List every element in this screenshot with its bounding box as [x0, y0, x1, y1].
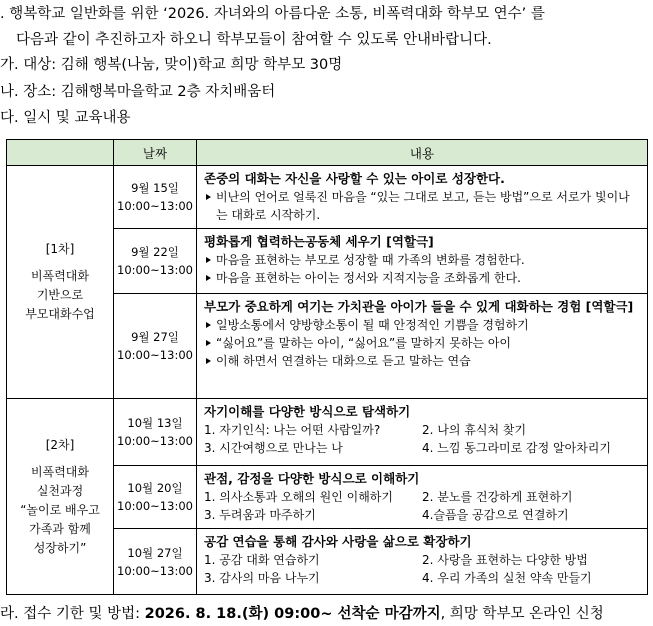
content-bullet: 비난의 언어로 얼룩진 마음을 “있는 그대로 보고, 듣는 방법”으로 서로가 빛이나는 대화로 시작하기. [204, 188, 639, 224]
items-row [204, 506, 639, 524]
date-text: 10월 27일 [127, 545, 183, 560]
time-text: 10:00~13:00 [117, 499, 193, 513]
content-item: 2. 분노를 건강하게 표현하기 [422, 490, 573, 504]
item-da: 다. 일시 및 교육내용 [0, 110, 131, 126]
item-ra [0, 602, 604, 623]
table-row [7, 166, 648, 229]
content-bullet: 마음을 표현하는 아이는 정서와 지적지능을 조화롭게 한다. [204, 269, 639, 287]
content-bullet: 일방소통에서 양방향소통이 될 때 안정적인 기쁨을 경험하기 [204, 316, 639, 334]
content-item: 2. 사랑을 표현하는 다양한 방법 [422, 553, 588, 567]
content-item: 4.슬픔을 공감으로 연결하기 [422, 508, 569, 522]
intro-line-1-text: . 행복학교 일반화를 위한 ‘2026. 자녀와의 아름다운 소통, 비폭력대화 학부모 연수’ 를 [0, 6, 545, 22]
content-cell [197, 166, 648, 229]
content-item: 2. 나의 휴식처 찾기 [422, 423, 527, 437]
time-text: 10:00~13:00 [117, 263, 193, 277]
content-title: 자기이해를 다양한 방식으로 탐색하기 [204, 404, 411, 419]
date-cell [114, 399, 197, 466]
content-cell [197, 529, 648, 595]
group2-cat-line: 가족과 함께 [29, 521, 91, 536]
content-item: 4. 우리 가족의 실천 약속 만들기 [422, 571, 592, 585]
items-row [204, 569, 639, 587]
date-cell [114, 166, 197, 229]
content-item: 3. 감사의 마음 나누기 [204, 571, 320, 585]
group2-cat-line: “놀이로 배우고 [20, 502, 100, 517]
group2-cat-line: 성장하기” [33, 540, 87, 555]
items-row [204, 421, 639, 439]
content-title: 존중의 대화는 자신을 사랑할 수 있는 아이로 성장한다. [204, 171, 505, 186]
content-title: 부모가 중요하게 여기는 가치관을 아이가 들을 수 있게 대화하는 경험 [역할극] [204, 299, 634, 314]
content-title: 공감 연습을 통해 감사와 사랑을 삶으로 확장하기 [204, 534, 472, 549]
content-bullet: “싫어요”를 말하는 아이, “싫어요”를 말하지 못하는 아이 [204, 334, 639, 352]
group2-cat-line: 비폭력대화 [31, 464, 89, 479]
date-cell [114, 229, 197, 294]
content-item: 1. 공감 대화 연습하기 [204, 553, 320, 567]
group2-cat-line: 실천과정 [36, 483, 84, 498]
group1-category [7, 166, 114, 399]
group2-category [7, 399, 114, 595]
date-text: 10월 20일 [127, 481, 183, 495]
date-text: 9월 27일 [131, 330, 179, 344]
footer-suffix: , 희망 학부모 온라인 신청 [440, 606, 604, 622]
content-cell [197, 229, 648, 294]
intro-line-1 [0, 2, 545, 23]
group1-cat-line: 부모대화수업 [25, 307, 95, 321]
group2-cat-line: [2차] [45, 437, 75, 452]
date-text: 9월 22일 [131, 245, 179, 259]
header-category [7, 140, 114, 166]
time-text: 10:00~13:00 [117, 199, 193, 213]
date-cell [114, 466, 197, 529]
items-row [204, 488, 639, 506]
schedule-table [6, 139, 648, 595]
item-ga: 가. 대상: 김해 행복(나눔, 맞이)학교 희망 학부모 30명 [0, 57, 343, 73]
header-date: 날짜 [114, 140, 197, 166]
content-cell [197, 294, 648, 399]
content-title: 관점, 감정을 다양한 방식으로 이해하기 [204, 471, 420, 486]
item-na: 나. 장소: 김해행복마을학교 2층 자치배움터 [0, 84, 276, 100]
content-title: 평화롭게 협력하는공동체 세우기 [역할극] [204, 234, 434, 249]
time-text: 10:00~13:00 [117, 348, 193, 362]
content-item: 1. 의사소통과 오해의 원인 이해하기 [204, 490, 393, 504]
content-bullet: 이해 하면서 연결하는 대화으로 듣고 말하는 연습 [204, 352, 639, 370]
date-cell [114, 529, 197, 595]
time-text: 10:00~13:00 [117, 563, 193, 578]
content-cell [197, 466, 648, 529]
intro-line-2-text: 다음과 같이 추진하고자 하오니 학부모들이 참여할 수 있도록 안내바랍니다. [16, 32, 492, 48]
header-content: 내용 [197, 140, 648, 166]
footer-deadline: 2026. 8. 18.(화) 09:00~ 선착순 마감까지 [144, 606, 441, 622]
intro-line-2 [16, 28, 492, 49]
group1-cat-line: 비폭력대화 [31, 269, 89, 283]
date-cell [114, 294, 197, 399]
content-item: 1. 자기인식: 나는 어떤 사람일까? [204, 423, 381, 437]
items-row [204, 439, 639, 457]
date-text: 9월 15일 [131, 181, 179, 195]
footer-prefix: 라. 접수 기한 및 방법: [0, 606, 145, 622]
content-cell [197, 399, 648, 466]
items-row [204, 551, 639, 569]
table-header-row [7, 140, 648, 166]
table-row [7, 399, 648, 466]
date-text: 10월 13일 [127, 416, 183, 430]
group1-cat-line: [1차] [45, 242, 75, 256]
content-item: 3. 시간여행으로 만나는 나 [204, 441, 343, 455]
time-text: 10:00~13:00 [117, 434, 193, 448]
content-item: 4. 느낌 동그라미로 감정 알아차리기 [422, 441, 611, 455]
content-item: 3. 두려움과 마주하기 [204, 508, 316, 522]
group1-cat-line: 기반으로 [36, 288, 84, 302]
content-bullet: 마음을 표현하는 부모로 성장할 때 가족의 변화를 경험한다. [204, 251, 639, 269]
